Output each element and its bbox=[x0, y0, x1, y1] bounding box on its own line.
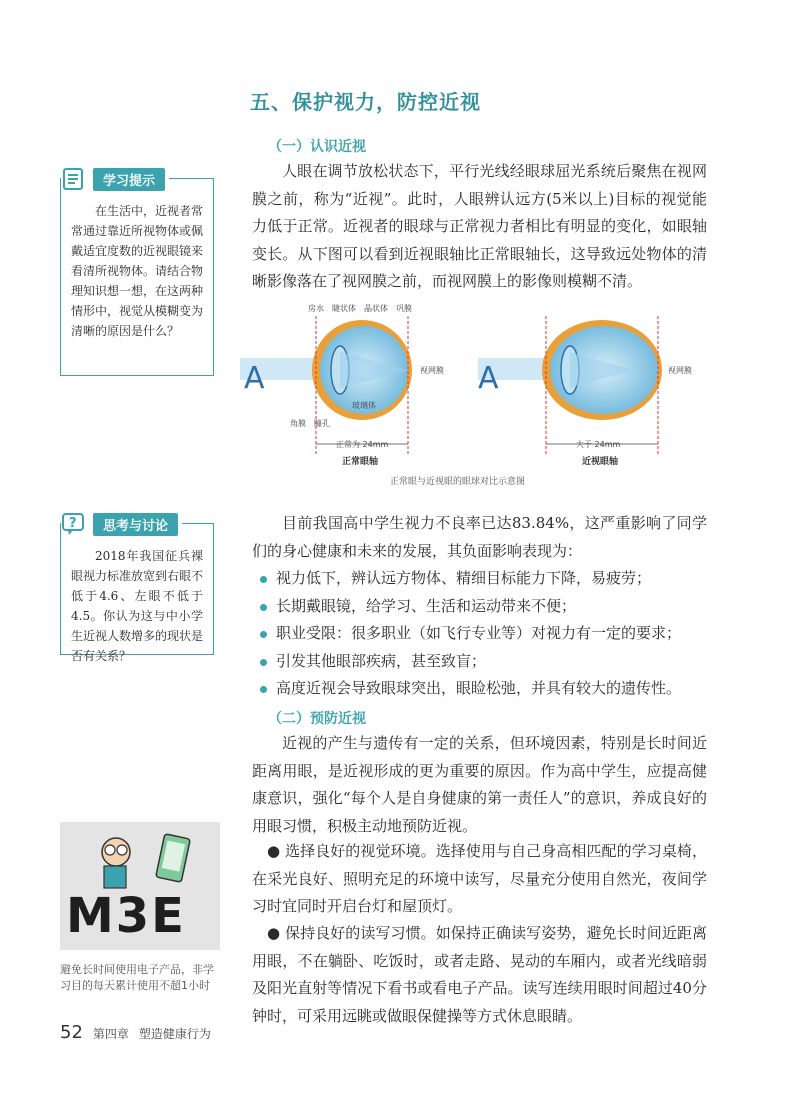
section-title: 五、保护视力，防控近视 bbox=[250, 90, 481, 114]
list-item bbox=[252, 648, 707, 676]
list-item bbox=[252, 593, 707, 621]
bullet-icon bbox=[260, 604, 267, 611]
vision-environment-paragraph bbox=[252, 838, 707, 921]
normal-eye-diagram bbox=[240, 303, 444, 467]
subsection-heading-1: （一）认识近视 bbox=[268, 139, 366, 155]
page-footer bbox=[60, 1022, 211, 1043]
list-item-text: 长期戴眼镜，给学习、生活和运动带来不便； bbox=[276, 596, 577, 615]
paragraph-text: 近视的产生与遗传有一定的关系，但环境因素，特别是长时间近距离用眼，是近视形成的更为重要的原因。作为高中学生，应提高健康意识，强化“每个人是自身健康的第一责任人”的意识，养成良好的用眼习惯，积极主动地预防近视。 bbox=[252, 734, 707, 835]
list-item bbox=[252, 565, 707, 593]
chapter-number: 第四章 bbox=[92, 1027, 129, 1041]
label-retina: 视网膜 bbox=[668, 366, 692, 375]
myopic-eye-diagram bbox=[478, 316, 692, 467]
label-retina: 视网膜 bbox=[420, 366, 444, 375]
impact-paragraph bbox=[252, 510, 707, 565]
chapter-title: 塑造健康行为 bbox=[138, 1027, 211, 1041]
discussion-header bbox=[61, 512, 182, 536]
list-item bbox=[252, 620, 707, 648]
paragraph-text: 目前我国高中学生视力不良率已达83.84%，这严重影响了同学们的身心健康和未来的发展，其负面影响表现为： bbox=[252, 514, 707, 560]
study-tip-text: 在生活中，近视者常常通过靠近所视物体或佩戴适宜度数的近视眼镜来看清所视物体。请结合物理知识想一想，在这两种情形中，视觉从模糊变为清晰的原因是什么？ bbox=[71, 204, 204, 338]
notebook-icon bbox=[61, 167, 87, 191]
bullet-icon bbox=[260, 631, 267, 638]
study-tip-box bbox=[60, 173, 214, 376]
bullet-icon bbox=[260, 659, 267, 666]
prevention-paragraph bbox=[252, 730, 707, 840]
label-pupil: 瞳孔 bbox=[314, 419, 330, 428]
study-tip-body bbox=[61, 179, 213, 349]
paragraph-text: ● 保持良好的读写习惯。如保持正确读写姿势，避免长时间近距离用眼，不在躺卧、吃饭时，或者走路、晃动的车厢内，或者光线暗弱及阳光直射等情况下看书或看电子产品。读写连续用眼时间超过40分钟时，可采用远眺或做眼保健操等方式休息眼睛。 bbox=[252, 924, 707, 1025]
paragraph-text: 人眼在调节放松状态下，平行光线经眼球屈光系统后聚焦在视网膜之前，称为“近视”。此时，人眼辨认远方(5米以上)目标的视觉能力低于正常。近视者的眼球与正常视力者相比有明显的变化，如眼轴变长。从下图可以看到近视眼轴比正常眼轴长，这导致远处物体的清晰影像落在了视网膜之前，而视网膜上的影像则模糊不清。 bbox=[252, 162, 707, 290]
discussion-label: 思考与讨论 bbox=[93, 513, 178, 536]
study-tip-label: 学习提示 bbox=[93, 168, 165, 191]
list-item-text: 职业受限：很多职业（如飞行专业等）对视力有一定的要求； bbox=[276, 624, 682, 642]
list-item-text: 视力低下，辨认远方物体、精细目标能力下降，易疲劳； bbox=[276, 569, 652, 587]
screen-time-illustration bbox=[60, 822, 220, 950]
paragraph-text: ● 选择良好的视觉环境。选择使用与自己身高相匹配的学习桌椅，在采光良好、照明充足的环境中读写，尽量充分使用自然光，夜间学习时宜同时开启台灯和屋顶灯。 bbox=[252, 842, 707, 915]
label-aqueous: 房水 bbox=[308, 304, 324, 313]
label-vitreous: 玻璃体 bbox=[352, 401, 376, 410]
bullet-icon bbox=[260, 576, 267, 583]
object-letter-a: A bbox=[244, 361, 265, 396]
normal-axis-label: 正常眼轴 bbox=[342, 457, 379, 467]
label-lens: 晶状体 bbox=[364, 304, 388, 313]
list-item bbox=[252, 675, 707, 703]
bullet-icon bbox=[260, 686, 267, 693]
page-number: 52 bbox=[60, 1022, 83, 1043]
intro-paragraph bbox=[252, 158, 707, 296]
label-ciliary: 睫状体 bbox=[332, 304, 356, 313]
reading-habit-paragraph bbox=[252, 920, 707, 1030]
eye-comparison-figure bbox=[240, 296, 710, 492]
label-cornea: 角膜 bbox=[290, 419, 306, 428]
illustration-caption: 避免长时间使用电子产品，非学习目的每天累计使用不超1小时 bbox=[60, 963, 214, 992]
discussion-text: 2018年我国征兵裸眼视力标准放宽到右眼不低于4.6、左眼不低于4.5。你认为这与中小学生近视人数增多的现状是否有关系？ bbox=[71, 549, 204, 663]
figure-caption: 正常眼与近视眼的眼球对比示意图 bbox=[390, 477, 526, 487]
myopic-axis-label: 近视眼轴 bbox=[582, 457, 619, 467]
list-item-text: 高度近视会导致眼球突出，眼睑松弛，并具有较大的遗传性。 bbox=[276, 679, 682, 697]
m3e-graphic-text: M3E bbox=[66, 888, 186, 944]
study-tip-header bbox=[61, 167, 169, 191]
list-item-text: 引发其他眼部疾病，甚至致盲； bbox=[276, 651, 487, 670]
myopic-measure-label: 大于 24mm bbox=[576, 440, 621, 449]
discussion-box bbox=[60, 516, 214, 663]
label-sclera: 巩膜 bbox=[396, 304, 412, 313]
discussion-body bbox=[61, 524, 213, 674]
svg-text:?: ? bbox=[69, 516, 77, 531]
subsection-heading-2: （二）预防近视 bbox=[268, 711, 366, 727]
normal-measure-label: 正常为 24mm bbox=[336, 440, 389, 449]
object-letter-a: A bbox=[478, 361, 499, 396]
question-icon bbox=[61, 512, 87, 536]
impact-list bbox=[252, 565, 707, 703]
